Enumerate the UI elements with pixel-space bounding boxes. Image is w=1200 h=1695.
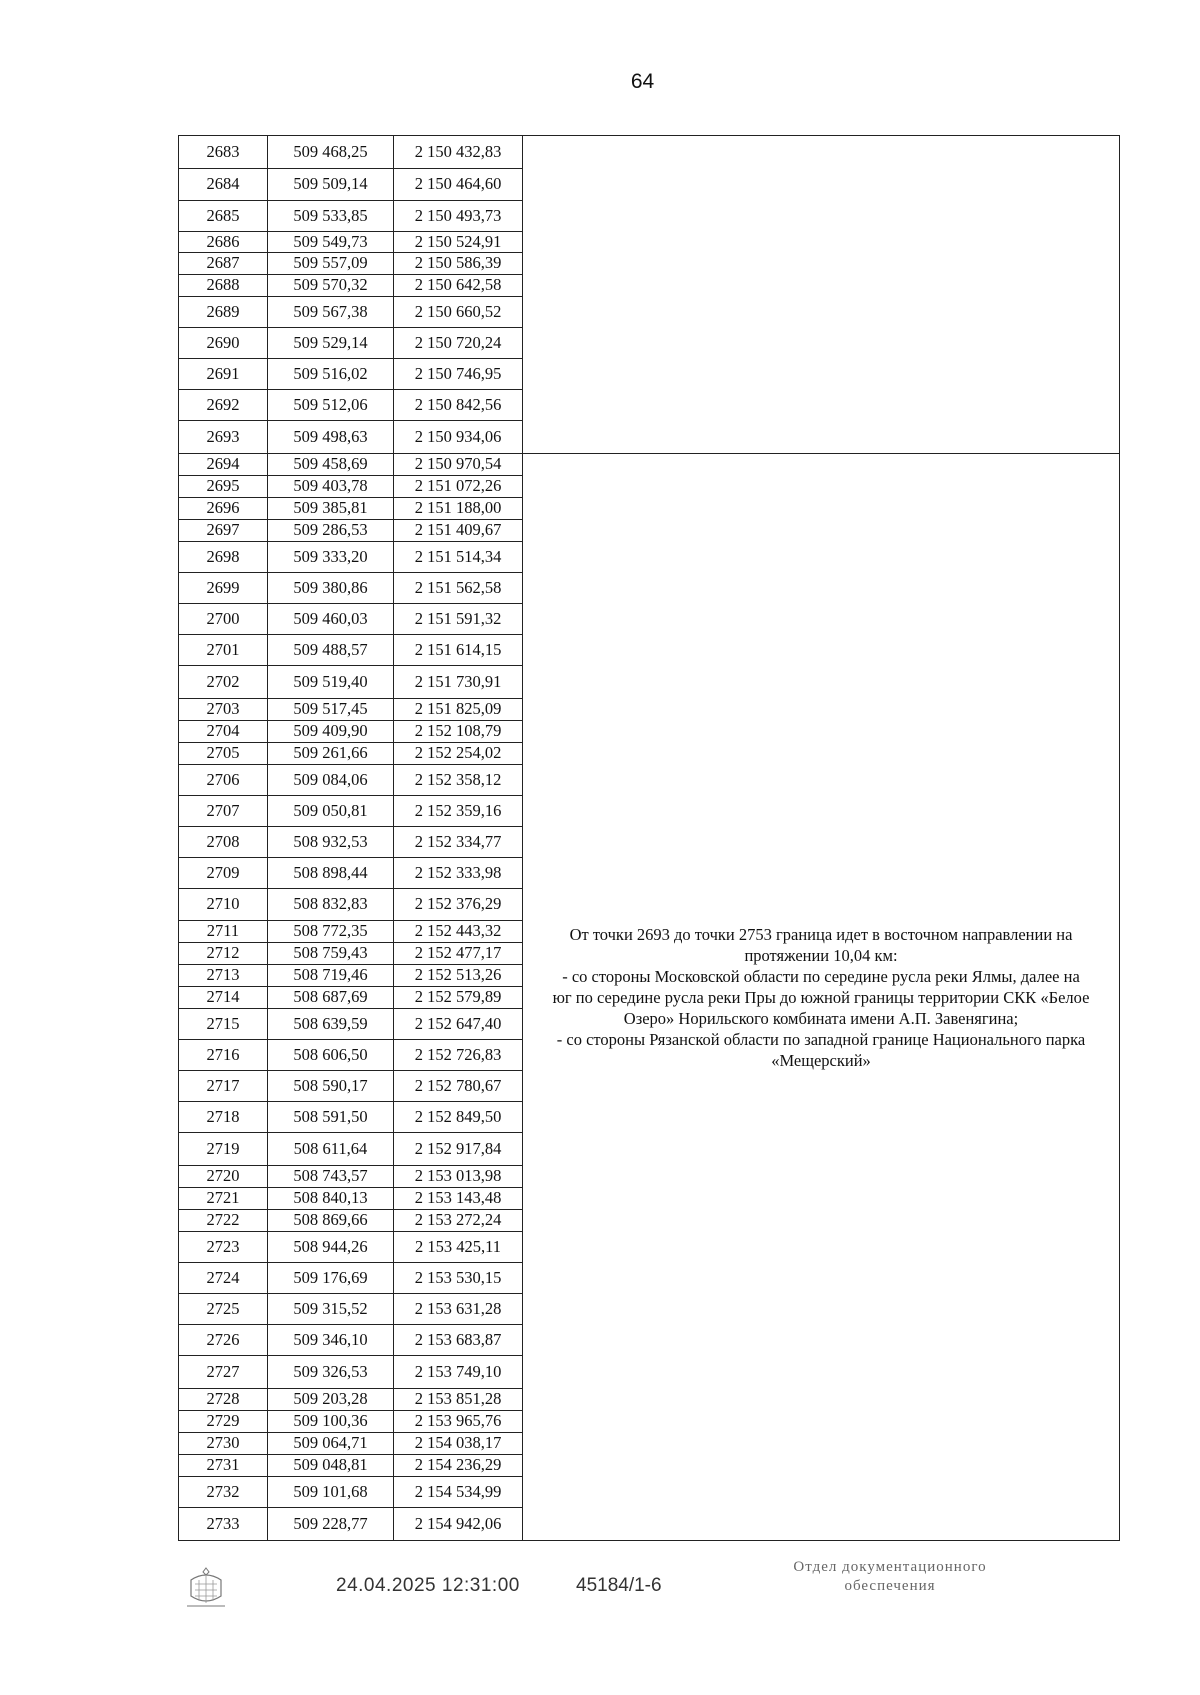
point-number-cell: 2705 <box>179 743 268 765</box>
y-coordinate-cell: 2 152 358,12 <box>394 765 523 796</box>
point-number-cell: 2687 <box>179 253 268 275</box>
x-coordinate-cell: 509 468,25 <box>268 136 394 169</box>
coordinates-table-wrapper <box>178 135 1119 1541</box>
y-coordinate-cell: 2 152 108,79 <box>394 721 523 743</box>
y-coordinate-cell: 2 152 334,77 <box>394 827 523 858</box>
point-number-cell: 2694 <box>179 454 268 476</box>
x-coordinate-cell: 509 385,81 <box>268 498 394 520</box>
point-number-cell: 2700 <box>179 604 268 635</box>
y-coordinate-cell: 2 153 272,24 <box>394 1210 523 1232</box>
point-number-cell: 2721 <box>179 1188 268 1210</box>
point-number-cell: 2729 <box>179 1411 268 1433</box>
point-number-cell: 2702 <box>179 666 268 699</box>
coordinates-table-body <box>179 136 1120 1541</box>
x-coordinate-cell: 509 498,63 <box>268 421 394 454</box>
y-coordinate-cell: 2 150 720,24 <box>394 328 523 359</box>
x-coordinate-cell: 509 409,90 <box>268 721 394 743</box>
point-number-cell: 2706 <box>179 765 268 796</box>
x-coordinate-cell: 508 944,26 <box>268 1232 394 1263</box>
footer-document-number: 45184/1-6 <box>576 1575 662 1596</box>
point-number-cell: 2701 <box>179 635 268 666</box>
x-coordinate-cell: 508 590,17 <box>268 1071 394 1102</box>
point-number-cell: 2698 <box>179 542 268 573</box>
y-coordinate-cell: 2 151 614,15 <box>394 635 523 666</box>
y-coordinate-cell: 2 151 188,00 <box>394 498 523 520</box>
point-number-cell: 2730 <box>179 1433 268 1455</box>
x-coordinate-cell: 509 286,53 <box>268 520 394 542</box>
x-coordinate-cell: 509 519,40 <box>268 666 394 699</box>
x-coordinate-cell: 509 460,03 <box>268 604 394 635</box>
y-coordinate-cell: 2 151 072,26 <box>394 476 523 498</box>
point-number-cell: 2732 <box>179 1477 268 1508</box>
point-number-cell: 2718 <box>179 1102 268 1133</box>
point-number-cell: 2716 <box>179 1040 268 1071</box>
y-coordinate-cell: 2 151 562,58 <box>394 573 523 604</box>
x-coordinate-cell: 509 567,38 <box>268 297 394 328</box>
y-coordinate-cell: 2 152 443,32 <box>394 921 523 943</box>
x-coordinate-cell: 508 932,53 <box>268 827 394 858</box>
point-number-cell: 2697 <box>179 520 268 542</box>
x-coordinate-cell: 509 261,66 <box>268 743 394 765</box>
point-number-cell: 2727 <box>179 1356 268 1389</box>
y-coordinate-cell: 2 152 376,29 <box>394 889 523 921</box>
y-coordinate-cell: 2 152 254,02 <box>394 743 523 765</box>
x-coordinate-cell: 509 203,28 <box>268 1389 394 1411</box>
x-coordinate-cell: 509 333,20 <box>268 542 394 573</box>
point-number-cell: 2715 <box>179 1009 268 1040</box>
y-coordinate-cell: 2 150 746,95 <box>394 359 523 390</box>
description-line: Озеро» Норильского комбината имени А.П. Завенягина; <box>623 1008 1019 1028</box>
x-coordinate-cell: 509 557,09 <box>268 253 394 275</box>
y-coordinate-cell: 2 150 586,39 <box>394 253 523 275</box>
x-coordinate-cell: 509 458,69 <box>268 454 394 476</box>
x-coordinate-cell: 509 315,52 <box>268 1294 394 1325</box>
x-coordinate-cell: 508 840,13 <box>268 1188 394 1210</box>
point-number-cell: 2695 <box>179 476 268 498</box>
y-coordinate-cell: 2 154 942,06 <box>394 1508 523 1541</box>
point-number-cell: 2684 <box>179 169 268 201</box>
description-line: - со стороны Рязанской области по западной границе Национального парка <box>556 1029 1086 1049</box>
x-coordinate-cell: 509 064,71 <box>268 1433 394 1455</box>
point-number-cell: 2712 <box>179 943 268 965</box>
point-number-cell: 2731 <box>179 1455 268 1477</box>
x-coordinate-cell: 509 228,77 <box>268 1508 394 1541</box>
x-coordinate-cell: 509 512,06 <box>268 390 394 421</box>
point-number-cell: 2728 <box>179 1389 268 1411</box>
point-number-cell: 2692 <box>179 390 268 421</box>
point-number-cell: 2708 <box>179 827 268 858</box>
y-coordinate-cell: 2 153 143,48 <box>394 1188 523 1210</box>
x-coordinate-cell: 508 639,59 <box>268 1009 394 1040</box>
x-coordinate-cell: 509 380,86 <box>268 573 394 604</box>
x-coordinate-cell: 509 517,45 <box>268 699 394 721</box>
point-number-cell: 2714 <box>179 987 268 1009</box>
point-number-cell: 2686 <box>179 232 268 253</box>
y-coordinate-cell: 2 152 579,89 <box>394 987 523 1009</box>
point-number-cell: 2722 <box>179 1210 268 1232</box>
x-coordinate-cell: 508 719,46 <box>268 965 394 987</box>
page-number: 64 <box>630 70 655 93</box>
point-number-cell: 2699 <box>179 573 268 604</box>
description-line: - со стороны Московской области по середине русла реки Ялмы, далее на <box>562 966 1080 986</box>
stamp-line: Отдел документационного <box>793 1559 987 1575</box>
x-coordinate-cell: 509 488,57 <box>268 635 394 666</box>
point-number-cell: 2710 <box>179 889 268 921</box>
y-coordinate-cell: 2 152 359,16 <box>394 796 523 827</box>
y-coordinate-cell: 2 152 477,17 <box>394 943 523 965</box>
y-coordinate-cell: 2 151 409,67 <box>394 520 523 542</box>
point-number-cell: 2690 <box>179 328 268 359</box>
point-number-cell: 2689 <box>179 297 268 328</box>
y-coordinate-cell: 2 152 849,50 <box>394 1102 523 1133</box>
x-coordinate-cell: 508 772,35 <box>268 921 394 943</box>
point-number-cell: 2711 <box>179 921 268 943</box>
y-coordinate-cell: 2 153 683,87 <box>394 1325 523 1356</box>
y-coordinate-cell: 2 152 917,84 <box>394 1133 523 1166</box>
x-coordinate-cell: 509 100,36 <box>268 1411 394 1433</box>
point-number-cell: 2724 <box>179 1263 268 1294</box>
x-coordinate-cell: 509 403,78 <box>268 476 394 498</box>
point-number-cell: 2709 <box>179 858 268 889</box>
y-coordinate-cell: 2 150 642,58 <box>394 275 523 297</box>
y-coordinate-cell: 2 150 934,06 <box>394 421 523 454</box>
y-coordinate-cell: 2 153 013,98 <box>394 1166 523 1188</box>
x-coordinate-cell: 509 346,10 <box>268 1325 394 1356</box>
x-coordinate-cell: 508 611,64 <box>268 1133 394 1166</box>
coordinates-table <box>178 135 1120 1541</box>
point-number-cell: 2685 <box>179 201 268 232</box>
y-coordinate-cell: 2 150 970,54 <box>394 454 523 476</box>
x-coordinate-cell: 509 570,32 <box>268 275 394 297</box>
y-coordinate-cell: 2 153 631,28 <box>394 1294 523 1325</box>
stamp-line: обеспечения <box>844 1578 936 1594</box>
x-coordinate-cell: 508 898,44 <box>268 858 394 889</box>
point-number-cell: 2725 <box>179 1294 268 1325</box>
description-line: протяжении 10,04 км: <box>744 945 898 965</box>
y-coordinate-cell: 2 151 591,32 <box>394 604 523 635</box>
empty-description-cell <box>523 136 1120 454</box>
y-coordinate-cell: 2 152 333,98 <box>394 858 523 889</box>
point-number-cell: 2720 <box>179 1166 268 1188</box>
y-coordinate-cell: 2 154 236,29 <box>394 1455 523 1477</box>
footer-datetime: 24.04.2025 12:31:00 <box>336 1575 520 1596</box>
point-number-cell: 2696 <box>179 498 268 520</box>
point-number-cell: 2719 <box>179 1133 268 1166</box>
y-coordinate-cell: 2 153 851,28 <box>394 1389 523 1411</box>
x-coordinate-cell: 508 687,69 <box>268 987 394 1009</box>
y-coordinate-cell: 2 154 534,99 <box>394 1477 523 1508</box>
y-coordinate-cell: 2 151 514,34 <box>394 542 523 573</box>
y-coordinate-cell: 2 153 530,15 <box>394 1263 523 1294</box>
x-coordinate-cell: 509 048,81 <box>268 1455 394 1477</box>
point-number-cell: 2693 <box>179 421 268 454</box>
y-coordinate-cell: 2 150 464,60 <box>394 169 523 201</box>
description-line: юг по середине русла реки Пры до южной границы территории СКК «Белое <box>552 987 1090 1007</box>
point-number-cell: 2683 <box>179 136 268 169</box>
point-number-cell: 2733 <box>179 1508 268 1541</box>
description-line: От точки 2693 до точки 2753 граница идет в восточном направлении на <box>569 924 1073 944</box>
y-coordinate-cell: 2 150 432,83 <box>394 136 523 169</box>
x-coordinate-cell: 508 832,83 <box>268 889 394 921</box>
y-coordinate-cell: 2 150 524,91 <box>394 232 523 253</box>
y-coordinate-cell: 2 153 965,76 <box>394 1411 523 1433</box>
description-line: «Мещерский» <box>771 1050 871 1070</box>
x-coordinate-cell: 509 050,81 <box>268 796 394 827</box>
x-coordinate-cell: 508 759,43 <box>268 943 394 965</box>
coat-of-arms-emblem <box>183 1566 229 1610</box>
x-coordinate-cell: 508 606,50 <box>268 1040 394 1071</box>
y-coordinate-cell: 2 150 660,52 <box>394 297 523 328</box>
y-coordinate-cell: 2 151 730,91 <box>394 666 523 699</box>
point-number-cell: 2688 <box>179 275 268 297</box>
boundary-description-cell <box>523 454 1120 1541</box>
y-coordinate-cell: 2 152 726,83 <box>394 1040 523 1071</box>
y-coordinate-cell: 2 152 647,40 <box>394 1009 523 1040</box>
x-coordinate-cell: 509 533,85 <box>268 201 394 232</box>
x-coordinate-cell: 508 591,50 <box>268 1102 394 1133</box>
x-coordinate-cell: 509 516,02 <box>268 359 394 390</box>
point-number-cell: 2703 <box>179 699 268 721</box>
y-coordinate-cell: 2 152 780,67 <box>394 1071 523 1102</box>
y-coordinate-cell: 2 150 842,56 <box>394 390 523 421</box>
table-row <box>179 136 1120 169</box>
table-row <box>179 454 1120 476</box>
y-coordinate-cell: 2 154 038,17 <box>394 1433 523 1455</box>
y-coordinate-cell: 2 152 513,26 <box>394 965 523 987</box>
x-coordinate-cell: 509 509,14 <box>268 169 394 201</box>
y-coordinate-cell: 2 153 749,10 <box>394 1356 523 1389</box>
x-coordinate-cell: 509 326,53 <box>268 1356 394 1389</box>
x-coordinate-cell: 509 101,68 <box>268 1477 394 1508</box>
x-coordinate-cell: 508 869,66 <box>268 1210 394 1232</box>
point-number-cell: 2707 <box>179 796 268 827</box>
y-coordinate-cell: 2 150 493,73 <box>394 201 523 232</box>
point-number-cell: 2723 <box>179 1232 268 1263</box>
point-number-cell: 2713 <box>179 965 268 987</box>
point-number-cell: 2691 <box>179 359 268 390</box>
footer-department-stamp <box>700 1558 1080 1596</box>
x-coordinate-cell: 509 176,69 <box>268 1263 394 1294</box>
x-coordinate-cell: 509 084,06 <box>268 765 394 796</box>
point-number-cell: 2717 <box>179 1071 268 1102</box>
x-coordinate-cell: 509 529,14 <box>268 328 394 359</box>
y-coordinate-cell: 2 153 425,11 <box>394 1232 523 1263</box>
x-coordinate-cell: 509 549,73 <box>268 232 394 253</box>
point-number-cell: 2726 <box>179 1325 268 1356</box>
x-coordinate-cell: 508 743,57 <box>268 1166 394 1188</box>
y-coordinate-cell: 2 151 825,09 <box>394 699 523 721</box>
point-number-cell: 2704 <box>179 721 268 743</box>
